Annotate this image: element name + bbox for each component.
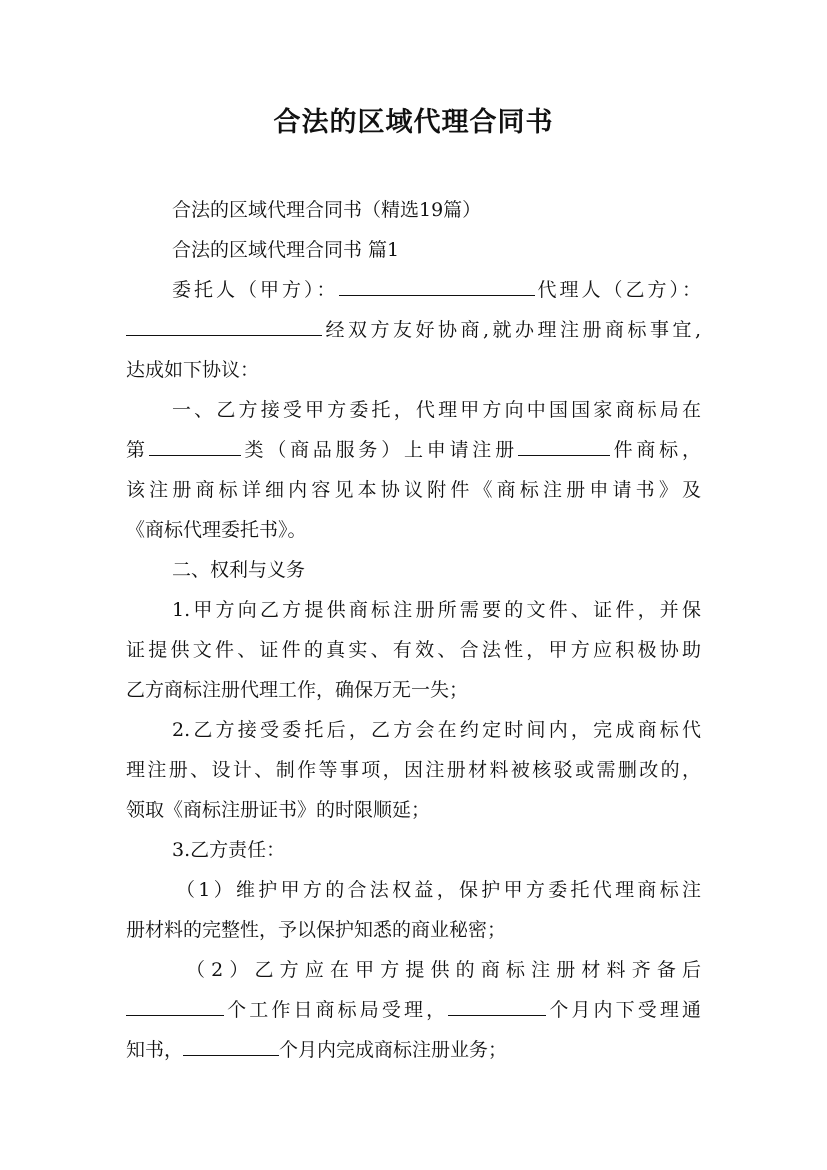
paragraph-line: 《商标代理委托书》。 — [126, 519, 307, 541]
paragraph-line — [126, 430, 701, 470]
paragraph-line: 领取《商标注册证书》的时限顺延； — [126, 799, 431, 821]
section-heading: 合法的区域代理合同书 篇1 — [172, 239, 400, 261]
paragraph-line: 一、乙方接受甲方委托，代理甲方向中国国家商标局在 — [172, 399, 701, 421]
paragraph-line: 证提供文件、证件的真实、有效、合法性，甲方应积极协助 — [126, 639, 701, 661]
paragraph-line — [172, 270, 701, 310]
line-text: 知书， — [126, 1039, 184, 1061]
line-text: 个月内完成商标注册业务； — [279, 1039, 508, 1061]
fill-blank — [339, 273, 535, 296]
paragraph-line: 册材料的完整性，予以保护知悉的商业秘密； — [126, 919, 507, 941]
paragraph-line: 3.乙方责任： — [172, 839, 286, 861]
paragraph-line — [126, 1030, 701, 1070]
line-text: 个月内下受理通 — [546, 999, 701, 1021]
section-title: 二、权利与义务 — [172, 559, 306, 581]
paragraph-line: （2）乙方应在甲方提供的商标注册材料齐备后 — [186, 959, 701, 981]
fill-blank — [448, 993, 546, 1016]
paragraph-line — [126, 310, 701, 350]
line-text: 件商标， — [609, 439, 701, 461]
paragraph-line: 该注册商标详细内容见本协议附件《商标注册申请书》及 — [126, 479, 701, 501]
document-subtitle: 合法的区域代理合同书（精选19篇） — [172, 199, 482, 221]
paragraph-line: （1）维护甲方的合法权益，保护甲方委托代理商标注 — [176, 879, 701, 901]
paragraph-line: 理注册、设计、制作等事项，因注册材料被核驳或需删改的， — [126, 759, 701, 781]
fill-blank — [126, 993, 224, 1016]
paragraph-line — [126, 990, 701, 1030]
fill-blank — [518, 433, 610, 456]
line-text: 经双方友好协商,就办理注册商标事宜, — [322, 319, 701, 341]
fill-blank — [149, 433, 241, 456]
line-text: 类（商品服务）上申请注册 — [240, 439, 518, 461]
line-text: 个工作日商标局受理， — [224, 999, 449, 1021]
fill-blank — [183, 1033, 279, 1056]
party-b-label: 代理人（乙方）： — [534, 279, 701, 301]
document-title: 合法的区域代理合同书 — [273, 107, 554, 138]
paragraph-line: 乙方商标注册代理工作，确保万无一失； — [126, 679, 469, 701]
paragraph-line: 达成如下协议： — [126, 359, 260, 381]
party-a-label: 委托人（甲方）： — [172, 279, 339, 301]
paragraph-line: 1.甲方向乙方提供商标注册所需要的文件、证件，并保 — [172, 599, 701, 621]
fill-blank — [126, 313, 322, 336]
line-text: 第 — [126, 439, 149, 461]
paragraph-line: 2.乙方接受委托后，乙方会在约定时间内，完成商标代 — [172, 719, 701, 741]
